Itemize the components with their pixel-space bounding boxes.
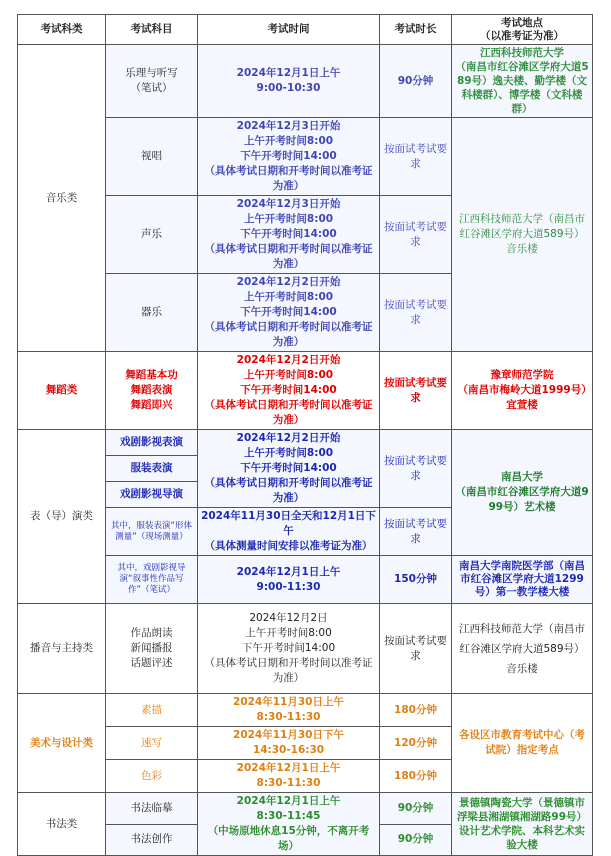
- duration-cell: 90分钟: [380, 824, 452, 856]
- subject-cell: 戏剧影视表演: [106, 430, 198, 456]
- header-location: 考试地点 （以准考证为准）: [452, 15, 593, 45]
- duration-cell: 按面试考试要求: [380, 196, 452, 274]
- location-cell: 江西科技师范大学（南昌市红谷滩区学府大道589号）音乐楼: [452, 604, 593, 694]
- location-cell: 各设区市教育考试中心（考试院）指定考点: [452, 694, 593, 793]
- subject-cell: 其中，戏剧影视导演“叙事性作品写作”（笔试）: [106, 556, 198, 604]
- subject-cell: 视唱: [106, 118, 198, 196]
- time-cell: 2024年11月30日下午 14:30-16:30: [198, 727, 380, 760]
- subject-cell: 书法临摹: [106, 793, 198, 825]
- category-drama: 表（导）演类: [18, 430, 106, 604]
- table-row: [18, 430, 593, 456]
- location-cell: 江西科技师范大学（南昌市红谷滩区学府大道589号）音乐楼: [452, 118, 593, 352]
- header-subject: 考试科目: [106, 15, 198, 45]
- category-calligraphy: 书法类: [18, 793, 106, 856]
- time-cell: 2024年11月30日全天和12月1日下午 （具体测量时间安排以准考证为准）: [198, 508, 380, 556]
- duration-cell: 180分钟: [380, 694, 452, 727]
- subject-cell: 舞蹈基本功 舞蹈表演 舞蹈即兴: [106, 352, 198, 430]
- duration-cell: 按面试考试要求: [380, 604, 452, 694]
- table-row: [18, 694, 593, 727]
- subject-cell: 服装表演: [106, 456, 198, 482]
- time-cell: 2024年12月2日 上午开考时间8:00 下午开考时间14:00 （具体考试日期和开考时间以准考证为准）: [198, 604, 380, 694]
- subject-cell: 作品朗读 新闻播报 话题评述: [106, 604, 198, 694]
- time-cell: 2024年12月2日开始 上午开考时间8:00 下午开考时间14:00 （具体考试日期和开考时间以准考证为准）: [198, 274, 380, 352]
- time-cell: 2024年12月2日开始 上午开考时间8:00 下午开考时间14:00 （具体考试日期和开考时间以准考证为准）: [198, 352, 380, 430]
- time-cell: 2024年12月3日开始 上午开考时间8:00 下午开考时间14:00 （具体考试日期和开考时间以准考证为准）: [198, 118, 380, 196]
- subject-cell: 器乐: [106, 274, 198, 352]
- duration-cell: 按面试考试要求: [380, 352, 452, 430]
- category-dance: 舞蹈类: [18, 352, 106, 430]
- header-time: 考试时间: [198, 15, 380, 45]
- subject-cell: 声乐: [106, 196, 198, 274]
- location-cell: 南昌大学南院医学部（南昌市红谷滩区学府大道1299号）第一教学楼大楼: [452, 556, 593, 604]
- subject-cell: 速写: [106, 727, 198, 760]
- time-cell: 2024年12月2日开始 上午开考时间8:00 下午开考时间14:00 （具体考试日期和开考时间以准考证为准）: [198, 430, 380, 508]
- time-cell: 2024年12月1日上午 9:00-11:30: [198, 556, 380, 604]
- duration-cell: 按面试考试要求: [380, 118, 452, 196]
- time-cell: 2024年12月1日上午 9:00-10:30: [198, 45, 380, 118]
- header-duration: 考试时长: [380, 15, 452, 45]
- duration-cell: 90分钟: [380, 793, 452, 825]
- table-row: [18, 352, 593, 430]
- time-cell: 2024年12月1日上午 8:30-11:45 （中场原地休息15分钟，不离开考场）: [198, 793, 380, 856]
- subject-cell: 乐理与听写 （笔试）: [106, 45, 198, 118]
- subject-cell: 戏剧影视导演: [106, 482, 198, 508]
- duration-cell: 按面试考试要求: [380, 508, 452, 556]
- location-cell: 南昌大学 （南昌市红谷滩区学府大道999号）艺术楼: [452, 430, 593, 556]
- duration-cell: 150分钟: [380, 556, 452, 604]
- location-cell: 江西科技师范大学 （南昌市红谷滩区学府大道589号）逸夫楼、勤学楼（文科楼群）、博学楼（文科楼群）: [452, 45, 593, 118]
- duration-cell: 按面试考试要求: [380, 274, 452, 352]
- duration-cell: 180分钟: [380, 760, 452, 793]
- subject-cell: 素描: [106, 694, 198, 727]
- exam-schedule-table: [17, 14, 593, 856]
- category-broadcast: 播音与主持类: [18, 604, 106, 694]
- table-row: [18, 45, 593, 118]
- table-row: [18, 793, 593, 825]
- category-art: 美术与设计类: [18, 694, 106, 793]
- duration-cell: 按面试考试要求: [380, 430, 452, 508]
- subject-cell: 色彩: [106, 760, 198, 793]
- subject-cell: 书法创作: [106, 824, 198, 856]
- table-header-row: [18, 15, 593, 45]
- duration-cell: 120分钟: [380, 727, 452, 760]
- table-row: [18, 604, 593, 694]
- location-cell: 豫章师范学院 （南昌市梅岭大道1999号）宜萱楼: [452, 352, 593, 430]
- header-category: 考试科类: [18, 15, 106, 45]
- time-cell: 2024年12月3日开始 上午开考时间8:00 下午开考时间14:00 （具体考试日期和开考时间以准考证为准）: [198, 196, 380, 274]
- time-cell: 2024年11月30日上午 8:30-11:30: [198, 694, 380, 727]
- category-music: 音乐类: [18, 45, 106, 352]
- duration-cell: 90分钟: [380, 45, 452, 118]
- time-cell: 2024年12月1日上午 8:30-11:30: [198, 760, 380, 793]
- location-cell: 景德镇陶瓷大学（景德镇市浮梁县湘湖镇湘湖路99号）设计艺术学院、本科艺术实验大楼: [452, 793, 593, 856]
- subject-cell: 其中，服装表演“形体测量”（现场测量）: [106, 508, 198, 556]
